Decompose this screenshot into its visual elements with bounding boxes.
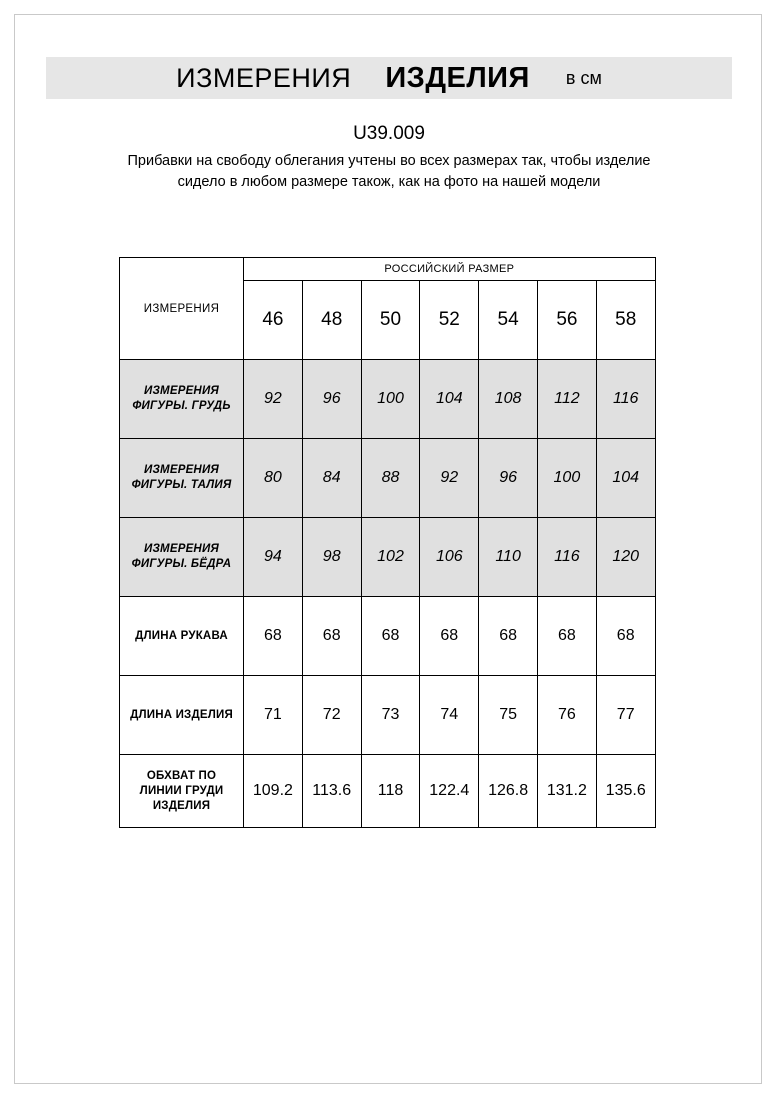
row-label-line: ИЗМЕРЕНИЯ (143, 543, 219, 555)
table-cell: 76 (537, 676, 596, 755)
table-cell: 110 (479, 518, 538, 597)
table-cell: 116 (596, 360, 655, 439)
table-cell: 116 (537, 518, 596, 597)
table-cell: 88 (361, 439, 420, 518)
table-cell: 113.6 (302, 755, 361, 828)
table-cell: 104 (596, 439, 655, 518)
table-cell: 108 (479, 360, 538, 439)
row-label (120, 755, 244, 828)
row-label: ДЛИНА РУКАВА (120, 597, 244, 676)
table-cell: 74 (420, 676, 479, 755)
table-row (120, 755, 656, 828)
table-cell: 106 (420, 518, 479, 597)
row-label-line: ФИГУРЫ. ГРУДЬ (132, 400, 231, 412)
table-cell: 102 (361, 518, 420, 597)
intro-text: Прибавки на свободу облегания учтены во всех размерах так, чтобы изделие сидело в любом размере також, как на фото на нашей модели (127, 153, 651, 190)
table-cell: 71 (244, 676, 303, 755)
row-label (120, 518, 244, 597)
row-label-line: ИЗМЕРЕНИЯ (143, 385, 219, 397)
label-column-header: ИЗМЕРЕНИЯ (120, 258, 244, 360)
table-row (120, 360, 656, 439)
document-header-band (46, 57, 732, 99)
table-cell: 77 (596, 676, 655, 755)
size-cell: 58 (596, 281, 655, 360)
row-label (120, 360, 244, 439)
table-cell: 68 (302, 597, 361, 676)
row-label-line: ИЗМЕРЕНИЯ (143, 464, 219, 476)
table-cell: 120 (596, 518, 655, 597)
table-cell: 122.4 (420, 755, 479, 828)
table-cell: 68 (537, 597, 596, 676)
table-cell: 118 (361, 755, 420, 828)
measurements-table (119, 257, 656, 828)
table-cell: 126.8 (479, 755, 538, 828)
header-title-main: ИЗМЕРЕНИЯ (176, 62, 352, 93)
table-cell: 68 (244, 597, 303, 676)
table-cell: 68 (361, 597, 420, 676)
size-cell: 52 (420, 281, 479, 360)
table-cell: 100 (361, 360, 420, 439)
table-cell: 98 (302, 518, 361, 597)
row-label-line: ИЗДЕЛИЯ (152, 799, 211, 812)
table-cell: 100 (537, 439, 596, 518)
size-cell: 54 (479, 281, 538, 360)
table-cell: 84 (302, 439, 361, 518)
size-group-header: РОССИЙСКИЙ РАЗМЕР (244, 258, 656, 281)
table-row (120, 518, 656, 597)
size-cell: 50 (361, 281, 420, 360)
table-cell: 68 (596, 597, 655, 676)
table-cell: 92 (244, 360, 303, 439)
table-row (120, 597, 656, 676)
table-cell: 68 (479, 597, 538, 676)
table-cell: 73 (361, 676, 420, 755)
table-header-group-row (120, 258, 656, 281)
table-cell: 94 (244, 518, 303, 597)
table-cell: 80 (244, 439, 303, 518)
table-row (120, 439, 656, 518)
table-cell: 131.2 (537, 755, 596, 828)
header-title-bold: ИЗДЕЛИЯ (385, 61, 530, 94)
table-cell: 96 (479, 439, 538, 518)
table-cell: 92 (420, 439, 479, 518)
table-cell: 75 (479, 676, 538, 755)
article-code: U39.009 (353, 123, 425, 144)
row-label (120, 439, 244, 518)
table-cell: 109.2 (244, 755, 303, 828)
table-cell: 68 (420, 597, 479, 676)
document-page (14, 14, 762, 1084)
row-label: ДЛИНА ИЗДЕЛИЯ (120, 676, 244, 755)
size-cell: 56 (537, 281, 596, 360)
row-label-line: ЛИНИИ ГРУДИ (139, 784, 224, 797)
table-cell: 104 (420, 360, 479, 439)
header-unit: в см (565, 67, 602, 88)
row-label-line: ОБХВАТ ПО (146, 769, 217, 782)
size-cell: 48 (302, 281, 361, 360)
row-label-line: ФИГУРЫ. БЁДРА (131, 558, 232, 570)
size-cell: 46 (244, 281, 303, 360)
row-label-line: ФИГУРЫ. ТАЛИЯ (131, 479, 232, 491)
table-cell: 112 (537, 360, 596, 439)
table-row (120, 676, 656, 755)
table-cell: 135.6 (596, 755, 655, 828)
table-cell: 72 (302, 676, 361, 755)
table-cell: 96 (302, 360, 361, 439)
